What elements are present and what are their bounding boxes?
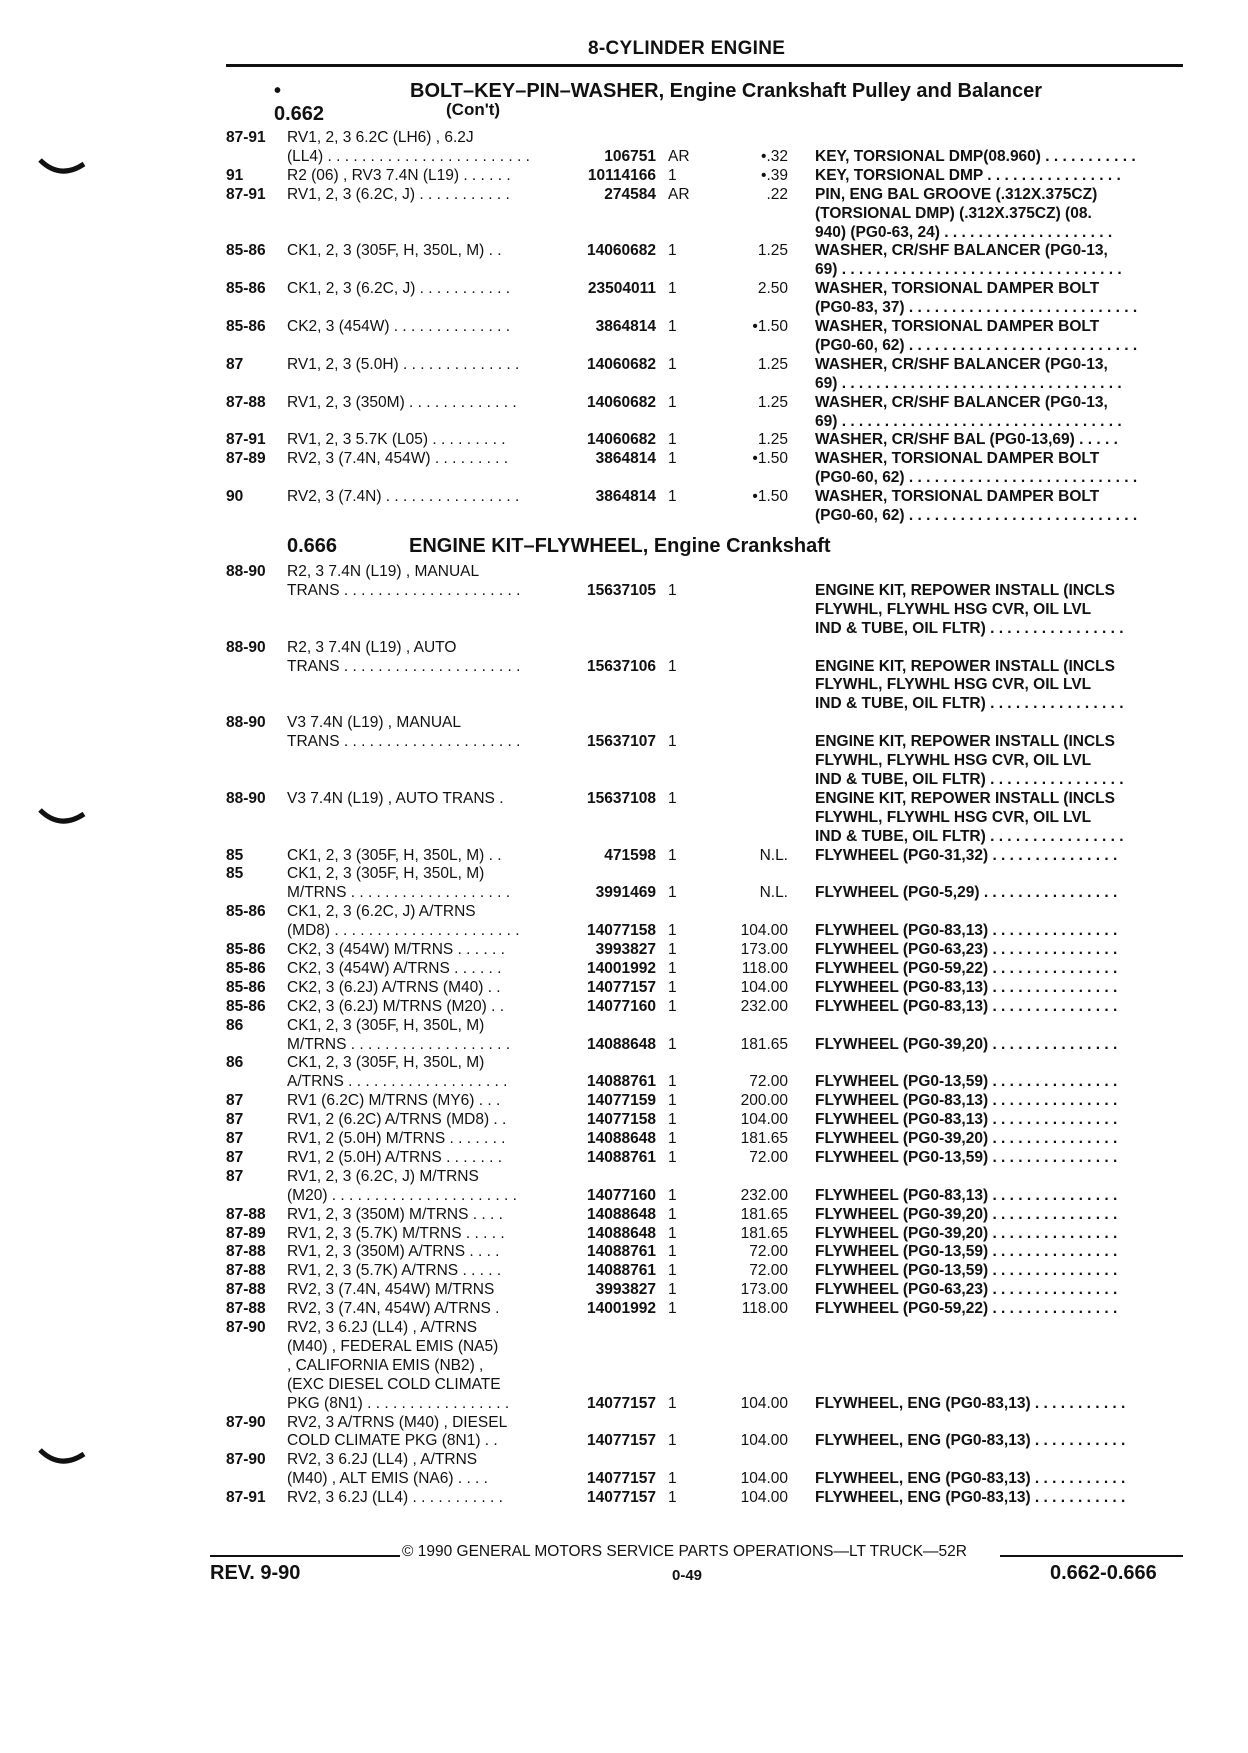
footer-rule-left <box>210 1555 400 1557</box>
description-cell: FLYWHL, FLYWHL HSG CVR, OIL LVL <box>815 600 1092 618</box>
description-cell: FLYWHEEL (PG0-31,32) . . . . . . . . . . . . . . . <box>815 846 1118 864</box>
description-cell: IND & TUBE, OIL FLTR) . . . . . . . . . . . . . . . . <box>815 770 1124 788</box>
part-number-cell: 3864814 <box>595 318 656 335</box>
application-cell: RV1, 2, 3 5.7K (L05) . . . . . . . . . <box>287 431 506 449</box>
year-cell: 90 <box>226 488 244 506</box>
year-cell: 87-88 <box>226 1205 266 1223</box>
quantity-cell: 1 <box>668 318 677 335</box>
application-cell: CK1, 2, 3 (305F, H, 350L, M) . . <box>287 242 502 260</box>
header-rule <box>226 64 1183 67</box>
description-cell: FLYWHEEL (PG0-83,13) . . . . . . . . . . . . . . . <box>815 997 1118 1015</box>
punch-hole-mark <box>38 1448 86 1468</box>
price-cell: 104.00 <box>740 1470 788 1488</box>
part-number-cell: 14077160 <box>587 1186 656 1204</box>
part-number-cell: 14077159 <box>587 1092 656 1110</box>
application-cell: (MD8) . . . . . . . . . . . . . . . . . . . . . . <box>287 922 520 940</box>
application-cell: CK2, 3 (454W) M/TRNS . . . . . . <box>287 941 505 958</box>
quantity-cell: 1 <box>668 488 677 506</box>
part-number-cell: 14077160 <box>587 997 656 1015</box>
description-cell: IND & TUBE, OIL FLTR) . . . . . . . . . . . . . . . . <box>815 695 1124 713</box>
description-cell: FLYWHEEL (PG0-59,22) . . . . . . . . . . . . . . . <box>815 1300 1118 1318</box>
part-number-cell: 14088648 <box>587 1224 656 1242</box>
year-cell: 87 <box>226 355 244 373</box>
application-cell: CK2, 3 (454W) . . . . . . . . . . . . . . <box>287 318 511 335</box>
description-cell: WASHER, CR/SHF BALANCER (PG0-13, <box>815 355 1108 373</box>
description-cell: ENGINE KIT, REPOWER INSTALL (INCLS <box>815 581 1115 599</box>
page-header-title: 8-CYLINDER ENGINE <box>588 38 786 59</box>
year-cell: 85-86 <box>226 978 266 996</box>
section-title-continued: (Con't) <box>446 100 501 119</box>
price-cell: 200.00 <box>740 1092 788 1110</box>
description-cell: ENGINE KIT, REPOWER INSTALL (INCLS <box>815 733 1115 751</box>
description-cell: (PG0-60, 62) . . . . . . . . . . . . . . . . . . . . . . . . . . . <box>815 507 1138 524</box>
part-number-cell: 14077158 <box>587 922 656 940</box>
part-number-cell: 15637107 <box>587 733 656 751</box>
application-cell: RV1 (6.2C) M/TRNS (MY6) . . . <box>287 1092 501 1110</box>
part-number-cell: 3993827 <box>595 941 656 958</box>
year-cell: 87-88 <box>226 393 266 411</box>
year-cell: 85-86 <box>226 903 266 921</box>
part-number-cell: 15637108 <box>587 789 656 807</box>
price-cell: 1.25 <box>757 355 788 373</box>
year-cell: 87-91 <box>226 129 266 146</box>
application-cell: RV2, 3 (7.4N, 454W) M/TRNS <box>287 1281 495 1299</box>
application-cell: M/TRNS . . . . . . . . . . . . . . . . . . . <box>287 1035 511 1053</box>
year-cell: 87 <box>226 1130 244 1147</box>
application-cell: R2 (06) , RV3 7.4N (L19) . . . . . . <box>287 166 511 184</box>
year-cell: 91 <box>226 166 244 184</box>
quantity-cell: AR <box>668 147 690 165</box>
quantity-cell: 1 <box>668 1205 677 1223</box>
description-cell: FLYWHEEL (PG0-39,20) . . . . . . . . . . . . . . . <box>815 1205 1118 1223</box>
description-cell: (TORSIONAL DMP) (.312X.375CZ) (08. <box>815 204 1092 222</box>
application-cell: (M40) , FEDERAL EMIS (NA5) <box>287 1337 499 1355</box>
year-cell: 85-86 <box>226 959 266 977</box>
price-cell: 2.50 <box>757 280 788 298</box>
part-number-cell: 14088761 <box>587 1148 656 1166</box>
application-cell: CK1, 2, 3 (305F, H, 350L, M) . . <box>287 846 502 864</box>
application-cell: R2, 3 7.4N (L19) , MANUAL <box>287 563 480 580</box>
price-cell: N.L. <box>759 884 788 902</box>
quantity-cell: 1 <box>668 1300 677 1318</box>
application-cell: RV2, 3 6.2J (LL4) , A/TRNS <box>287 1451 478 1469</box>
price-cell: •1.50 <box>752 318 788 335</box>
application-cell: CK1, 2, 3 (6.2C, J) . . . . . . . . . . . <box>287 280 511 298</box>
application-cell: RV1, 2, 3 (5.0H) . . . . . . . . . . . . . . <box>287 355 520 373</box>
part-number-cell: 14077158 <box>587 1111 656 1129</box>
price-cell: 232.00 <box>740 997 788 1015</box>
part-number-cell: 14088761 <box>587 1243 656 1261</box>
description-cell: FLYWHEEL (PG0-83,13) . . . . . . . . . . . . . . . <box>815 1092 1118 1110</box>
price-cell: 104.00 <box>740 978 788 996</box>
price-cell: 181.65 <box>740 1224 788 1242</box>
year-cell: 87-88 <box>226 1243 266 1261</box>
price-cell: 181.65 <box>740 1130 788 1147</box>
price-cell: 104.00 <box>740 922 788 940</box>
part-number-cell: 14060682 <box>587 431 656 449</box>
application-cell: RV1, 2, 3 (5.7K) A/TRNS . . . . . <box>287 1262 502 1280</box>
part-number-cell: 14001992 <box>587 959 656 977</box>
year-cell: 87-91 <box>226 1489 266 1507</box>
quantity-cell: 1 <box>668 393 677 411</box>
description-cell: ENGINE KIT, REPOWER INSTALL (INCLS <box>815 657 1115 675</box>
year-cell: 85-86 <box>226 280 266 298</box>
price-cell: •1.50 <box>752 488 788 506</box>
part-number-cell: 23504011 <box>587 280 656 298</box>
description-cell: FLYWHEEL (PG0-83,13) . . . . . . . . . . . . . . . <box>815 922 1118 940</box>
application-cell: RV1, 2, 3 (6.2C, J) . . . . . . . . . . . <box>287 185 510 203</box>
price-cell: 173.00 <box>740 1281 788 1299</box>
quantity-cell: 1 <box>668 355 677 373</box>
description-cell: FLYWHEEL (PG0-83,13) . . . . . . . . . . . . . . . <box>815 1186 1118 1204</box>
application-cell: CK1, 2, 3 (6.2C, J) A/TRNS <box>287 903 476 921</box>
year-cell: 85 <box>226 865 244 883</box>
year-cell: 87 <box>226 1111 244 1129</box>
application-cell: (EXC DIESEL COLD CLIMATE <box>287 1375 501 1393</box>
price-cell: 118.00 <box>741 1300 788 1318</box>
application-cell: (M40) , ALT EMIS (NA6) . . . . <box>287 1470 488 1488</box>
year-cell: 87 <box>226 1167 244 1185</box>
year-cell: 88-90 <box>226 563 266 580</box>
price-cell: 118.00 <box>741 959 788 977</box>
part-number-cell: 3991469 <box>595 884 656 902</box>
price-cell: •.32 <box>761 147 788 165</box>
application-cell: V3 7.4N (L19) , MANUAL <box>287 714 462 732</box>
application-cell: TRANS . . . . . . . . . . . . . . . . . . . . . <box>287 657 521 675</box>
quantity-cell: 1 <box>668 1186 677 1204</box>
application-cell: RV2, 3 (7.4N) . . . . . . . . . . . . . . . . <box>287 488 520 506</box>
quantity-cell: 1 <box>668 1111 677 1129</box>
part-number-cell: 14088648 <box>587 1035 656 1053</box>
description-cell: ENGINE KIT, REPOWER INSTALL (INCLS <box>815 789 1115 807</box>
part-number-cell: 14001992 <box>587 1300 656 1318</box>
part-number-cell: 14088648 <box>587 1130 656 1147</box>
application-cell: COLD CLIMATE PKG (8N1) . . <box>287 1432 498 1450</box>
price-cell: 72.00 <box>749 1262 788 1280</box>
year-cell: 87-88 <box>226 1281 266 1299</box>
year-cell: 85-86 <box>226 242 266 260</box>
description-cell: FLYWHEEL (PG0-83,13) . . . . . . . . . . . . . . . <box>815 1111 1118 1129</box>
quantity-cell: 1 <box>668 1394 677 1412</box>
application-cell: A/TRNS . . . . . . . . . . . . . . . . . . . <box>287 1073 508 1091</box>
quantity-cell: 1 <box>668 884 677 902</box>
description-cell: WASHER, TORSIONAL DAMPER BOLT <box>815 488 1100 506</box>
price-cell: 104.00 <box>740 1394 788 1412</box>
year-cell: 85-86 <box>226 997 266 1015</box>
part-number-cell: 14088761 <box>587 1262 656 1280</box>
part-number-cell: 3993827 <box>595 1281 656 1299</box>
price-cell: •1.50 <box>752 450 788 468</box>
section-title: BOLT–KEY–PIN–WASHER, Engine Crankshaft Pulley and Balancer <box>410 80 1043 102</box>
quantity-cell: 1 <box>668 941 677 958</box>
application-cell: CK1, 2, 3 (305F, H, 350L, M) <box>287 1016 485 1034</box>
application-cell: RV1, 2, 3 (5.7K) M/TRNS . . . . . <box>287 1224 505 1242</box>
price-cell: 104.00 <box>740 1489 788 1507</box>
quantity-cell: 1 <box>668 1148 677 1166</box>
description-cell: FLYWHEEL, ENG (PG0-83,13) . . . . . . . . . . . <box>815 1432 1126 1450</box>
quantity-cell: 1 <box>668 1073 677 1091</box>
description-cell: IND & TUBE, OIL FLTR) . . . . . . . . . . . . . . . . <box>815 827 1124 845</box>
quantity-cell: 1 <box>668 959 677 977</box>
description-cell: FLYWHEEL, ENG (PG0-83,13) . . . . . . . . . . . <box>815 1394 1126 1412</box>
quantity-cell: 1 <box>668 1432 677 1450</box>
part-number-cell: 14077157 <box>587 978 656 996</box>
part-number-cell: 15637105 <box>587 581 656 599</box>
description-cell: FLYWHEEL (PG0-39,20) . . . . . . . . . . . . . . . <box>815 1035 1118 1053</box>
description-cell: FLYWHL, FLYWHL HSG CVR, OIL LVL <box>815 676 1092 694</box>
description-cell: 69) . . . . . . . . . . . . . . . . . . . . . . . . . . . . . . . . . <box>815 261 1122 279</box>
year-cell: 87 <box>226 1092 244 1110</box>
quantity-cell: 1 <box>668 1489 677 1507</box>
quantity-cell: 1 <box>668 1470 677 1488</box>
footer-rule-right <box>1000 1555 1183 1557</box>
part-number-cell: 14060682 <box>587 242 656 260</box>
quantity-cell: 1 <box>668 431 677 449</box>
year-cell: 85-86 <box>226 941 266 958</box>
quantity-cell: 1 <box>668 733 677 751</box>
price-cell: N.L. <box>759 846 788 864</box>
application-cell: RV1, 2 (5.0H) A/TRNS . . . . . . . <box>287 1148 503 1166</box>
punch-hole-mark <box>38 808 86 828</box>
application-cell: RV1, 2, 3 (350M) A/TRNS . . . . <box>287 1243 500 1261</box>
description-cell: FLYWHEEL (PG0-13,59) . . . . . . . . . . . . . . . <box>815 1148 1118 1166</box>
application-cell: RV1, 2, 3 (350M) . . . . . . . . . . . . . <box>287 393 517 411</box>
quantity-cell: 1 <box>668 997 677 1015</box>
application-cell: RV1, 2 (5.0H) M/TRNS . . . . . . . <box>287 1130 506 1147</box>
year-cell: 87-90 <box>226 1319 266 1336</box>
price-cell: .22 <box>766 185 788 203</box>
application-cell: CK2, 3 (454W) A/TRNS . . . . . . <box>287 959 502 977</box>
quantity-cell: 1 <box>668 1092 677 1110</box>
section-title: ENGINE KIT–FLYWHEEL, Engine Crankshaft <box>409 535 831 557</box>
quantity-cell: 1 <box>668 1243 677 1261</box>
footer-section-range: 0.662-0.666 <box>1050 1562 1157 1584</box>
application-cell: RV2, 3 6.2J (LL4) , A/TRNS <box>287 1319 478 1336</box>
price-cell: 104.00 <box>740 1432 788 1450</box>
quantity-cell: 1 <box>668 166 677 184</box>
quantity-cell: AR <box>668 185 690 203</box>
footer-page-number: 0-49 <box>672 1567 703 1584</box>
quantity-cell: 1 <box>668 280 677 298</box>
description-cell: 940) (PG0-63, 24) . . . . . . . . . . . . . . . . . . . . <box>815 223 1113 241</box>
description-cell: FLYWHEEL (PG0-39,20) . . . . . . . . . . . . . . . <box>815 1130 1118 1147</box>
part-number-cell: 3864814 <box>595 488 656 506</box>
quantity-cell: 1 <box>668 846 677 864</box>
section-number: • 0.662 <box>274 80 325 125</box>
price-cell: 173.00 <box>740 941 788 958</box>
year-cell: 87-88 <box>226 1262 266 1280</box>
quantity-cell: 1 <box>668 978 677 996</box>
description-cell: FLYWHEEL (PG0-63,23) . . . . . . . . . . . . . . . <box>815 941 1118 958</box>
application-cell: TRANS . . . . . . . . . . . . . . . . . . . . . <box>287 733 521 751</box>
description-cell: FLYWHEEL, ENG (PG0-83,13) . . . . . . . . . . . <box>815 1489 1126 1507</box>
description-cell: (PG0-60, 62) . . . . . . . . . . . . . . . . . . . . . . . . . . . <box>815 469 1138 487</box>
year-cell: 87-90 <box>226 1451 266 1469</box>
quantity-cell: 1 <box>668 789 677 807</box>
part-number-cell: 10114166 <box>587 166 656 184</box>
part-number-cell: 274584 <box>604 185 656 203</box>
year-cell: 88-90 <box>226 714 266 732</box>
description-cell: WASHER, TORSIONAL DAMPER BOLT <box>815 280 1100 298</box>
price-cell: •.39 <box>761 166 788 184</box>
description-cell: PIN, ENG BAL GROOVE (.312X.375CZ) <box>815 185 1098 203</box>
application-cell: R2, 3 7.4N (L19) , AUTO <box>287 638 457 656</box>
application-cell: (LL4) . . . . . . . . . . . . . . . . . . . . . . . . <box>287 147 530 165</box>
part-number-cell: 15637106 <box>587 657 656 675</box>
year-cell: 85 <box>226 846 244 864</box>
quantity-cell: 1 <box>668 922 677 940</box>
year-cell: 87-88 <box>226 1300 266 1318</box>
description-cell: FLYWHEEL (PG0-39,20) . . . . . . . . . . . . . . . <box>815 1224 1118 1242</box>
application-cell: PKG (8N1) . . . . . . . . . . . . . . . . . <box>287 1394 510 1412</box>
application-cell: CK2, 3 (6.2J) M/TRNS (M20) . . <box>287 997 505 1015</box>
year-cell: 86 <box>226 1016 244 1034</box>
description-cell: KEY, TORSIONAL DMP(08.960) . . . . . . . . . . . <box>815 147 1136 165</box>
description-cell: WASHER, TORSIONAL DAMPER BOLT <box>815 318 1100 335</box>
part-number-cell: 106751 <box>604 147 656 165</box>
description-cell: WASHER, CR/SHF BAL (PG0-13,69) . . . . . <box>815 431 1118 449</box>
part-number-cell: 14088761 <box>587 1073 656 1091</box>
application-cell: RV1, 2 (6.2C) A/TRNS (MD8) . . <box>287 1111 507 1129</box>
application-cell: RV1, 2, 3 (6.2C, J) M/TRNS <box>287 1167 479 1185</box>
price-cell: 1.25 <box>757 393 788 411</box>
application-cell: CK1, 2, 3 (305F, H, 350L, M) <box>287 865 485 883</box>
description-cell: FLYWHEEL (PG0-63,23) . . . . . . . . . . . . . . . <box>815 1281 1118 1299</box>
application-cell: CK1, 2, 3 (305F, H, 350L, M) <box>287 1054 485 1072</box>
description-cell: FLYWHEEL (PG0-13,59) . . . . . . . . . . . . . . . <box>815 1262 1118 1280</box>
year-cell: 87-89 <box>226 1224 266 1242</box>
quantity-cell: 1 <box>668 657 677 675</box>
price-cell: 72.00 <box>749 1148 788 1166</box>
part-number-cell: 14077157 <box>587 1432 656 1450</box>
description-cell: FLYWHEEL (PG0-83,13) . . . . . . . . . . . . . . . <box>815 978 1118 996</box>
quantity-cell: 1 <box>668 1262 677 1280</box>
year-cell: 87-90 <box>226 1413 266 1431</box>
section-number: 0.666 <box>287 535 338 557</box>
quantity-cell: 1 <box>668 450 677 468</box>
footer-copyright: © 1990 GENERAL MOTORS SERVICE PARTS OPERATIONS—LT TRUCK—52R <box>402 1543 967 1560</box>
year-cell: 87-91 <box>226 185 266 203</box>
application-cell: M/TRNS . . . . . . . . . . . . . . . . . . . <box>287 884 511 902</box>
application-cell: RV1, 2, 3 6.2C (LH6) , 6.2J <box>287 129 474 146</box>
part-number-cell: 14077157 <box>587 1394 656 1412</box>
price-cell: 1.25 <box>757 431 788 449</box>
price-cell: 232.00 <box>740 1186 788 1204</box>
description-cell: FLYWHEEL (PG0-13,59) . . . . . . . . . . . . . . . <box>815 1073 1118 1091</box>
part-number-cell: 3864814 <box>595 450 656 468</box>
part-number-cell: 14077157 <box>587 1470 656 1488</box>
price-cell: 72.00 <box>749 1073 788 1091</box>
price-cell: 181.65 <box>740 1205 788 1223</box>
quantity-cell: 1 <box>668 1130 677 1147</box>
part-number-cell: 14088648 <box>587 1205 656 1223</box>
year-cell: 86 <box>226 1054 244 1072</box>
description-cell: WASHER, CR/SHF BALANCER (PG0-13, <box>815 242 1108 260</box>
description-cell: FLYWHL, FLYWHL HSG CVR, OIL LVL <box>815 808 1092 826</box>
year-cell: 87-91 <box>226 431 266 449</box>
year-cell: 87-89 <box>226 450 266 468</box>
description-cell: WASHER, TORSIONAL DAMPER BOLT <box>815 450 1100 468</box>
quantity-cell: 1 <box>668 581 677 599</box>
description-cell: FLYWHEEL, ENG (PG0-83,13) . . . . . . . . . . . <box>815 1470 1126 1488</box>
price-cell: 104.00 <box>740 1111 788 1129</box>
description-cell: FLYWHEEL (PG0-59,22) . . . . . . . . . . . . . . . <box>815 959 1118 977</box>
price-cell: 72.00 <box>749 1243 788 1261</box>
year-cell: 88-90 <box>226 638 266 656</box>
application-cell: RV2, 3 A/TRNS (M40) , DIESEL <box>287 1413 508 1431</box>
application-cell: RV2, 3 (7.4N, 454W) . . . . . . . . . <box>287 450 509 468</box>
description-cell: IND & TUBE, OIL FLTR) . . . . . . . . . . . . . . . . <box>815 619 1124 637</box>
quantity-cell: 1 <box>668 1281 677 1299</box>
description-cell: FLYWHEEL (PG0-13,59) . . . . . . . . . . . . . . . <box>815 1243 1118 1261</box>
year-cell: 87 <box>226 1148 244 1166</box>
price-cell: 181.65 <box>740 1035 788 1053</box>
application-cell: CK2, 3 (6.2J) A/TRNS (M40) . . <box>287 978 501 996</box>
description-cell: 69) . . . . . . . . . . . . . . . . . . . . . . . . . . . . . . . . . <box>815 412 1122 430</box>
year-cell: 88-90 <box>226 789 266 807</box>
description-cell: (PG0-83, 37) . . . . . . . . . . . . . . . . . . . . . . . . . . . <box>815 299 1138 317</box>
application-cell: RV2, 3 (7.4N, 454W) A/TRNS . <box>287 1300 500 1318</box>
part-number-cell: 14060682 <box>587 393 656 411</box>
application-cell: RV1, 2, 3 (350M) M/TRNS . . . . <box>287 1205 503 1223</box>
description-cell: WASHER, CR/SHF BALANCER (PG0-13, <box>815 393 1108 411</box>
quantity-cell: 1 <box>668 1035 677 1053</box>
application-cell: RV2, 3 6.2J (LL4) . . . . . . . . . . . <box>287 1489 503 1507</box>
part-number-cell: 471598 <box>604 846 656 864</box>
description-cell: KEY, TORSIONAL DMP . . . . . . . . . . . . . . . . <box>815 166 1121 184</box>
part-number-cell: 14060682 <box>587 355 656 373</box>
price-cell: 1.25 <box>757 242 788 260</box>
application-cell: , CALIFORNIA EMIS (NB2) , <box>287 1356 484 1374</box>
quantity-cell: 1 <box>668 242 677 260</box>
description-cell: FLYWHL, FLYWHL HSG CVR, OIL LVL <box>815 752 1092 769</box>
description-cell: 69) . . . . . . . . . . . . . . . . . . . . . . . . . . . . . . . . . <box>815 374 1122 392</box>
part-number-cell: 14077157 <box>587 1489 656 1507</box>
year-cell: 85-86 <box>226 318 266 335</box>
quantity-cell: 1 <box>668 1224 677 1242</box>
footer-revision: REV. 9-90 <box>210 1562 301 1584</box>
description-cell: FLYWHEEL (PG0-5,29) . . . . . . . . . . . . . . . . <box>815 884 1118 902</box>
application-cell: (M20) . . . . . . . . . . . . . . . . . . . . . . <box>287 1186 517 1204</box>
punch-hole-mark <box>38 158 86 178</box>
description-cell: (PG0-60, 62) . . . . . . . . . . . . . . . . . . . . . . . . . . . <box>815 336 1138 354</box>
application-cell: V3 7.4N (L19) , AUTO TRANS . <box>287 789 504 807</box>
application-cell: TRANS . . . . . . . . . . . . . . . . . . . . . <box>287 581 521 599</box>
